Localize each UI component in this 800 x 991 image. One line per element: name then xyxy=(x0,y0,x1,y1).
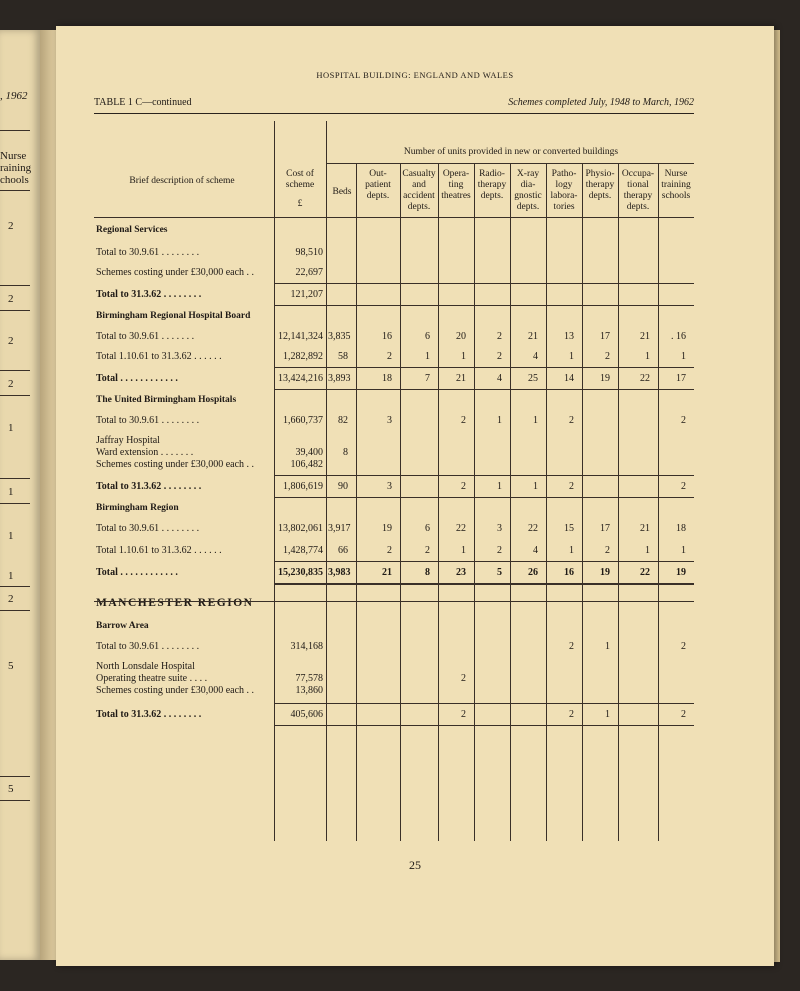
value-cell: 3,835 xyxy=(328,331,351,342)
row-description: Schemes costing under £30,000 each . . xyxy=(96,685,255,696)
value-cell: 3 xyxy=(387,415,392,426)
value-cell: 18 xyxy=(382,373,392,384)
section-heading: Birmingham Region xyxy=(96,503,179,513)
section-heading: Birmingham Regional Hospital Board xyxy=(96,311,251,321)
value-cell: 21 xyxy=(640,331,650,342)
left-page-value: 2 xyxy=(8,593,14,605)
header-description: Brief description of scheme xyxy=(129,176,235,186)
section-heading: The United Birmingham Hospitals xyxy=(96,395,237,405)
cost-cell: 22,697 xyxy=(295,267,323,278)
total-rule-top xyxy=(274,475,694,476)
row-description: Total . . . . . . . . . . . . xyxy=(96,373,178,384)
value-cell: 8 xyxy=(425,567,430,578)
row-description: North Lonsdale Hospital xyxy=(96,661,195,672)
cost-cell: 98,510 xyxy=(295,247,323,258)
left-page-rule xyxy=(0,190,30,191)
page-number: 25 xyxy=(409,858,421,872)
value-cell: 66 xyxy=(338,545,348,556)
value-cell: 2 xyxy=(425,545,430,556)
value-cell: 22 xyxy=(528,523,538,534)
column-header-6: X-ray dia-gnostic depts. xyxy=(514,169,542,212)
value-cell: 1 xyxy=(681,351,686,362)
left-page-rule xyxy=(0,800,30,801)
row-description: Total to 30.9.61 . . . . . . . xyxy=(96,331,195,342)
value-cell: 14 xyxy=(564,373,574,384)
value-cell: 1 xyxy=(533,481,538,492)
left-page-rule xyxy=(0,586,30,587)
row-description: Total to 30.9.61 . . . . . . . . xyxy=(96,523,200,534)
value-cell: 22 xyxy=(640,567,650,578)
cost-cell: 15,230,835 xyxy=(278,567,323,578)
value-cell: 4 xyxy=(533,351,538,362)
value-cell: 2 xyxy=(497,331,502,342)
row-description: Total 1.10.61 to 31.3.62 . . . . . . xyxy=(96,545,222,556)
value-cell: 1 xyxy=(497,415,502,426)
value-cell: 3 xyxy=(387,481,392,492)
value-cell: 2 xyxy=(681,481,686,492)
value-cell: 2 xyxy=(461,481,466,492)
column-header-7: Patho-logy labora-tories xyxy=(550,169,578,212)
row-description: Total . . . . . . . . . . . . xyxy=(96,567,178,578)
value-cell: 13 xyxy=(564,331,574,342)
cost-cell: 1,806,619 xyxy=(283,481,323,492)
value-cell: 22 xyxy=(640,373,650,384)
value-cell: 2 xyxy=(569,641,574,652)
column-rule xyxy=(326,121,327,841)
value-cell: 82 xyxy=(338,415,348,426)
column-rule xyxy=(438,163,439,841)
left-page-value: 1 xyxy=(8,530,14,542)
left-page-header: , 1962 xyxy=(0,90,28,102)
value-cell: 3,983 xyxy=(328,567,351,578)
table-top-rule xyxy=(94,113,694,114)
row-description: Jaffray Hospital xyxy=(96,435,160,446)
total-rule-top xyxy=(274,367,694,368)
left-page-value: 5 xyxy=(8,783,14,795)
column-header-1: Beds xyxy=(332,187,352,197)
row-description: Total to 30.9.61 . . . . . . . . xyxy=(96,641,200,652)
left-page-value: 2 xyxy=(8,220,14,232)
row-description: Schemes costing under £30,000 each . . xyxy=(96,267,255,278)
left-page-colhead: raining xyxy=(0,162,32,174)
region-heading: MANCHESTER REGION xyxy=(96,597,254,609)
value-cell: 3,893 xyxy=(328,373,351,384)
column-header-9: Occupa-tional therapy depts. xyxy=(621,169,655,212)
value-cell: 21 xyxy=(456,373,466,384)
cost-cell: 1,660,737 xyxy=(283,415,323,426)
column-rule xyxy=(546,163,547,841)
left-page-colhead: chools xyxy=(0,174,29,186)
value-cell: 1 xyxy=(605,641,610,652)
column-header-8: Physio-therapy depts. xyxy=(585,169,615,201)
row-description: Total to 31.3.62 . . . . . . . . xyxy=(96,709,202,720)
cost-cell: 12,141,324 xyxy=(278,331,323,342)
column-rule xyxy=(400,163,401,841)
cost-cell: 13,802,061 xyxy=(278,523,323,534)
column-header-5: Radio-therapy depts. xyxy=(477,169,507,201)
cost-cell: 39,400 xyxy=(295,447,323,458)
value-cell: 6 xyxy=(425,331,430,342)
value-cell: 2 xyxy=(387,351,392,362)
table-title: TABLE 1 C—continued xyxy=(94,97,192,108)
total-rule-bottom xyxy=(274,497,694,498)
value-cell: 19 xyxy=(382,523,392,534)
value-cell: 1 xyxy=(461,351,466,362)
left-page-value: 2 xyxy=(8,293,14,305)
value-cell: 2 xyxy=(605,351,610,362)
cost-cell: 314,168 xyxy=(290,641,323,652)
left-page-colhead: Nurse xyxy=(0,150,27,162)
value-cell: 17 xyxy=(600,523,610,534)
value-cell: 2 xyxy=(497,545,502,556)
left-page-rule xyxy=(0,395,30,396)
row-description: Total to 30.9.61 . . . . . . . . xyxy=(96,247,200,258)
left-page-rule xyxy=(0,310,30,311)
header-cost-unit: £ xyxy=(297,199,303,209)
left-page-value: 2 xyxy=(8,335,14,347)
document-page xyxy=(56,26,774,966)
left-page-rule xyxy=(0,130,30,131)
value-cell: 6 xyxy=(425,523,430,534)
column-rule xyxy=(582,163,583,841)
value-cell: 19 xyxy=(600,373,610,384)
value-cell: 1 xyxy=(605,709,610,720)
column-header-2: Out-patient depts. xyxy=(365,169,391,201)
value-cell: 16 xyxy=(382,331,392,342)
column-rule xyxy=(474,163,475,841)
left-page-rule xyxy=(0,285,30,286)
column-header-3: Casualty and accident depts. xyxy=(402,169,436,212)
value-cell: 25 xyxy=(528,373,538,384)
cost-cell: 77,578 xyxy=(295,673,323,684)
value-cell: 3 xyxy=(497,523,502,534)
value-cell: 8 xyxy=(343,447,348,458)
column-rule xyxy=(618,163,619,841)
cost-cell: 1,428,774 xyxy=(283,545,323,556)
left-page-value: 5 xyxy=(8,660,14,672)
value-cell: 2 xyxy=(461,673,466,684)
value-cell: . 16 xyxy=(671,331,686,342)
value-cell: 17 xyxy=(600,331,610,342)
section-rule xyxy=(94,601,694,602)
row-description: Total to 31.3.62 . . . . . . . . xyxy=(96,481,202,492)
row-description: Operating theatre suite . . . . xyxy=(96,673,208,684)
value-cell: 18 xyxy=(676,523,686,534)
row-description: Ward extension . . . . . . . xyxy=(96,447,194,458)
column-header-4: Opera-ting theatres xyxy=(441,169,471,201)
data-table xyxy=(94,121,694,841)
value-cell: 21 xyxy=(640,523,650,534)
value-cell: 7 xyxy=(425,373,430,384)
section-heading: Barrow Area xyxy=(96,621,149,631)
header-cost: Cost of scheme xyxy=(285,169,315,190)
value-cell: 90 xyxy=(338,481,348,492)
value-cell: 2 xyxy=(569,709,574,720)
value-cell: 19 xyxy=(676,567,686,578)
value-cell: 1 xyxy=(645,351,650,362)
row-description: Total to 31.3.62 . . . . . . . . xyxy=(96,289,202,300)
total-rule-top xyxy=(274,561,694,562)
table-subtitle: Schemes completed July, 1948 to March, 1962 xyxy=(508,97,694,108)
left-page-value: 1 xyxy=(8,422,14,434)
total-rule-bottom xyxy=(274,389,694,390)
value-cell: 2 xyxy=(387,545,392,556)
value-cell: 2 xyxy=(569,415,574,426)
value-cell: 1 xyxy=(681,545,686,556)
row-description: Total 1.10.61 to 31.3.62 . . . . . . xyxy=(96,351,222,362)
left-page-rule xyxy=(0,610,30,611)
value-cell: 21 xyxy=(528,331,538,342)
cost-cell: 13,424,216 xyxy=(278,373,323,384)
value-cell: 2 xyxy=(497,351,502,362)
column-rule xyxy=(658,163,659,841)
total-rule-top xyxy=(274,703,694,704)
value-cell: 1 xyxy=(533,415,538,426)
value-cell: 1 xyxy=(461,545,466,556)
left-page-rule xyxy=(0,503,30,504)
row-description: Total to 30.9.61 . . . . . . . . xyxy=(96,415,200,426)
value-cell: 2 xyxy=(605,545,610,556)
header-group: Number of units provided in new or converted buildings xyxy=(403,147,619,157)
column-header-10: Nurse training schools xyxy=(661,169,691,201)
value-cell: 2 xyxy=(681,709,686,720)
value-cell: 1 xyxy=(497,481,502,492)
total-rule-bottom xyxy=(274,305,694,306)
left-page-value: 1 xyxy=(8,570,14,582)
value-cell: 2 xyxy=(569,481,574,492)
value-cell: 23 xyxy=(456,567,466,578)
left-page-rule xyxy=(0,478,30,479)
value-cell: 2 xyxy=(681,641,686,652)
cost-cell: 1,282,892 xyxy=(283,351,323,362)
value-cell: 17 xyxy=(676,373,686,384)
value-cell: 15 xyxy=(564,523,574,534)
value-cell: 19 xyxy=(600,567,610,578)
total-rule-bottom xyxy=(274,725,694,726)
value-cell: 3,917 xyxy=(328,523,351,534)
left-page-rule xyxy=(0,370,30,371)
value-cell: 16 xyxy=(564,567,574,578)
value-cell: 2 xyxy=(681,415,686,426)
value-cell: 4 xyxy=(533,545,538,556)
cost-cell: 405,606 xyxy=(290,709,323,720)
header-rule xyxy=(326,163,694,164)
value-cell: 20 xyxy=(456,331,466,342)
value-cell: 1 xyxy=(569,545,574,556)
left-page-value: 1 xyxy=(8,486,14,498)
column-rule xyxy=(510,163,511,841)
page-edge xyxy=(774,30,780,962)
value-cell: 1 xyxy=(425,351,430,362)
total-rule-top xyxy=(274,283,694,284)
value-cell: 2 xyxy=(461,709,466,720)
row-description: Schemes costing under £30,000 each . . xyxy=(96,459,255,470)
value-cell: 5 xyxy=(497,567,502,578)
column-rule xyxy=(356,163,357,841)
left-page-rule xyxy=(0,776,30,777)
cost-cell: 13,860 xyxy=(295,685,323,696)
cost-cell: 121,207 xyxy=(290,289,323,300)
cost-cell: 106,482 xyxy=(290,459,323,470)
value-cell: 1 xyxy=(569,351,574,362)
running-head: HOSPITAL BUILDING: ENGLAND AND WALES xyxy=(316,70,514,80)
left-page-edge xyxy=(0,30,40,960)
left-page-value: 2 xyxy=(8,378,14,390)
value-cell: 58 xyxy=(338,351,348,362)
value-cell: 21 xyxy=(382,567,392,578)
section-heading: Regional Services xyxy=(96,225,168,235)
value-cell: 2 xyxy=(461,415,466,426)
header-bottom-rule xyxy=(94,217,694,218)
total-rule-bottom xyxy=(274,583,694,585)
value-cell: 22 xyxy=(456,523,466,534)
value-cell: 4 xyxy=(497,373,502,384)
value-cell: 26 xyxy=(528,567,538,578)
value-cell: 1 xyxy=(645,545,650,556)
